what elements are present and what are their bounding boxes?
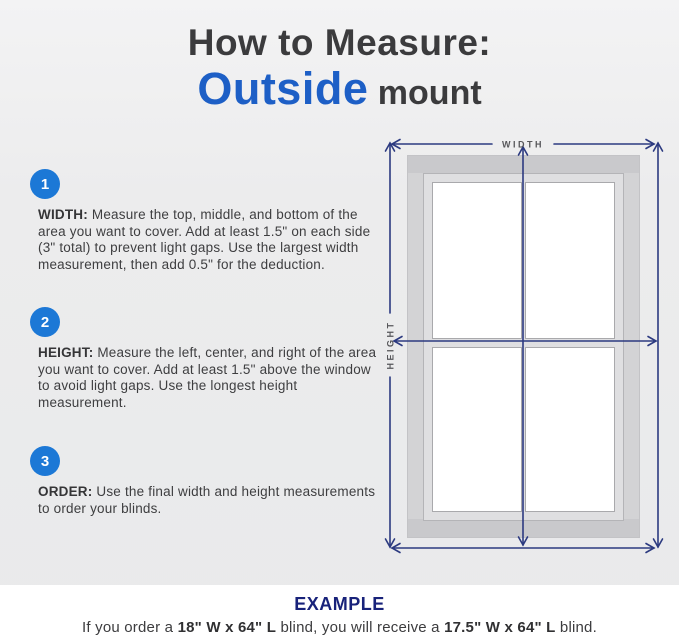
page-title — [0, 24, 679, 115]
title-line2 — [0, 63, 679, 115]
step-1-badge: 1 — [30, 169, 60, 199]
step-2-label: HEIGHT: — [38, 345, 94, 360]
example-sentence — [0, 619, 679, 636]
title-mount-word: mount — [368, 73, 482, 112]
center-horizontal-arrow-icon — [394, 337, 656, 346]
example-received-size: 17.5" W x 64" L — [444, 619, 556, 636]
height-label: HEIGHT — [385, 320, 396, 370]
step-2-text — [38, 345, 386, 411]
width-label: WIDTH — [502, 139, 544, 150]
example-section — [0, 585, 679, 644]
step-3-label: ORDER: — [38, 484, 93, 499]
step-3-body: Use the final width and height measurements to order your blinds. — [38, 484, 376, 516]
window-measure-diagram — [375, 130, 675, 595]
example-prefix: If you order a — [82, 619, 178, 636]
step-3-badge: 3 — [30, 446, 60, 476]
right-height-arrow-icon — [654, 143, 663, 547]
step-2-body: Measure the left, center, and right of the area you want to cover. Add at least 1.5" above the window to avoid light gaps. Use the longest height measurement. — [38, 345, 377, 410]
example-ordered-size: 18" W x 64" L — [177, 619, 277, 636]
step-1-text — [38, 207, 386, 273]
center-vertical-arrow-icon — [519, 147, 528, 545]
step-1-body: Measure the top, middle, and bottom of the area you want to cover. Add at least 1.5" on each side (3" total) to prevent light gaps. Use the largest width measurement, then add 0.5" for the deduction. — [38, 207, 371, 272]
step-order — [30, 446, 386, 517]
step-3-text — [38, 484, 386, 517]
example-heading: EXAMPLE — [294, 594, 385, 614]
step-height — [30, 307, 386, 411]
example-suffix: blind. — [555, 619, 597, 636]
step-1-label: WIDTH: — [38, 207, 88, 222]
title-line1: How to Measure: — [187, 22, 492, 63]
step-width — [30, 169, 386, 273]
measurement-arrows — [375, 130, 675, 595]
step-2-badge: 2 — [30, 307, 60, 337]
title-mount-type: Outside — [197, 62, 369, 114]
example-middle: blind, you will receive a — [276, 619, 445, 636]
